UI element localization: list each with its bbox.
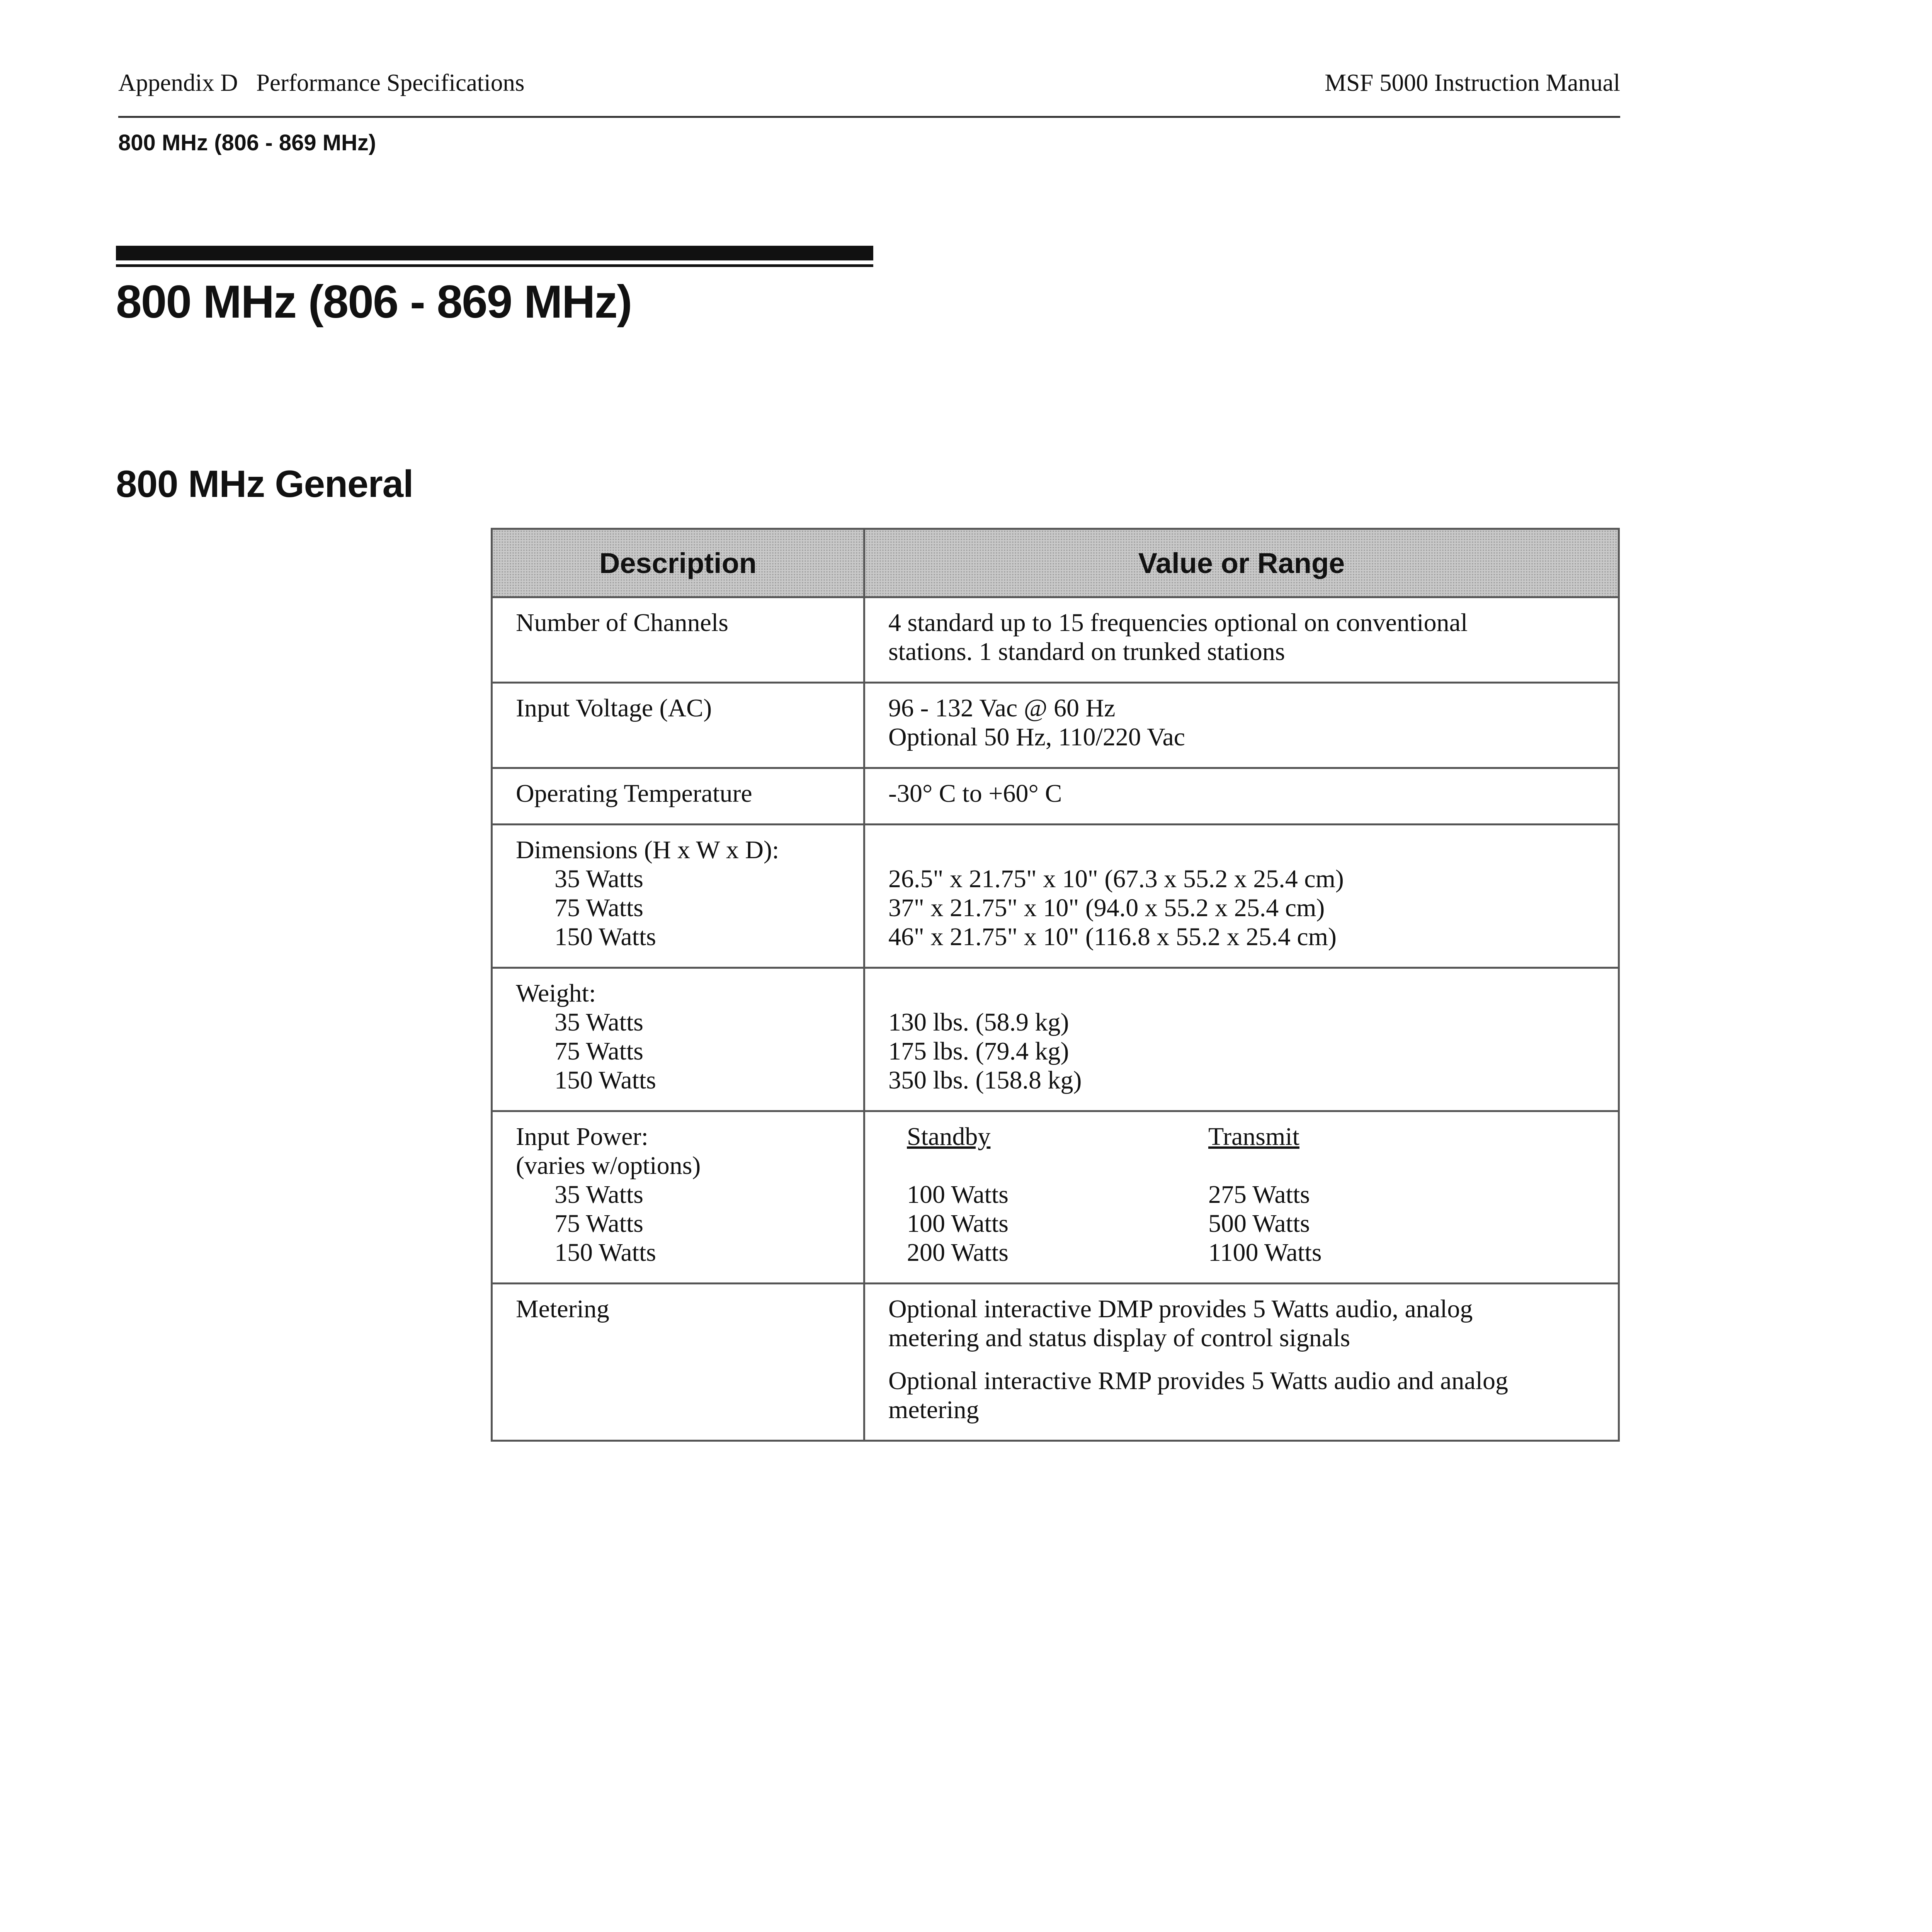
column-header-description: Description [492,529,864,597]
input-power-grid [888,1122,1595,1267]
standby-header: Standby [907,1122,991,1151]
desc-item: 35 Watts [554,1008,643,1036]
standby-value: 100 Watts [907,1180,1009,1209]
row-description [492,1284,864,1441]
desc-line: Metering [516,1295,609,1323]
value-line: 26.5" x 21.75" x 10" (67.3 x 55.2 x 25.4 cm) [888,865,1344,893]
table-row [492,1284,1619,1441]
transmit-header: Transmit [1208,1122,1299,1151]
desc-item: 35 Watts [554,1180,643,1209]
desc-item: 150 Watts [554,1238,656,1267]
desc-line: Operating Temperature [516,779,752,808]
spec-table [491,528,1620,1442]
desc-line: Input Voltage (AC) [516,694,712,722]
table-row [492,768,1619,825]
page-title: 800 MHz (806 - 869 MHz) [116,276,632,328]
row-description [492,768,864,825]
row-value [864,597,1619,683]
row-value [864,1111,1619,1284]
value-line: metering [888,1396,979,1424]
value-line: 175 lbs. (79.4 kg) [888,1037,1069,1065]
value-line: 4 standard up to 15 frequencies optional on conventional [888,609,1468,637]
row-description [492,1111,864,1284]
desc-item: 35 Watts [554,865,643,893]
row-description [492,597,864,683]
row-description [492,683,864,768]
row-value [864,968,1619,1111]
row-value [864,1284,1619,1441]
value-line: 350 lbs. (158.8 kg) [888,1066,1082,1094]
row-description [492,825,864,968]
desc-item: 150 Watts [554,1066,656,1094]
desc-line: Number of Channels [516,609,728,637]
value-line: -30° C to +60° C [888,779,1062,808]
value-line: Optional interactive RMP provides 5 Watts audio and analog [888,1367,1509,1395]
desc-line: (varies w/options) [516,1151,701,1180]
metering-paragraph [888,1294,1595,1352]
transmit-value: 1100 Watts [1208,1238,1322,1267]
value-line: Optional 50 Hz, 110/220 Vac [888,723,1185,751]
desc-item: 75 Watts [554,894,643,922]
desc-line: Weight: [516,979,596,1007]
value-line: Optional interactive DMP provides 5 Watts audio, analog [888,1295,1473,1323]
row-value [864,683,1619,768]
row-value [864,768,1619,825]
column-header-value: Value or Range [864,529,1619,597]
value-line: stations. 1 standard on trunked stations [888,638,1285,666]
row-description [492,968,864,1111]
desc-line: Dimensions (H x W x D): [516,836,779,864]
value-line: 130 lbs. (58.9 kg) [888,1008,1069,1036]
table-row [492,968,1619,1111]
desc-item: 150 Watts [554,923,656,951]
desc-item: 75 Watts [554,1037,643,1065]
row-value [864,825,1619,968]
table-row [492,597,1619,683]
value-line: 37" x 21.75" x 10" (94.0 x 55.2 x 25.4 cm) [888,894,1325,922]
header-rule [118,116,1620,118]
title-bar-thin [116,264,873,267]
desc-line: Input Power: [516,1122,648,1151]
value-line: metering and status display of control signals [888,1324,1350,1352]
metering-paragraph [888,1366,1595,1424]
table-row [492,825,1619,968]
table-row [492,683,1619,768]
running-header-left: Appendix D Performance Specifications [118,69,525,96]
desc-item: 75 Watts [554,1209,643,1238]
transmit-value: 500 Watts [1208,1209,1310,1238]
running-subheading: 800 MHz (806 - 869 MHz) [118,130,376,155]
value-line: 96 - 132 Vac @ 60 Hz [888,694,1116,722]
standby-value: 100 Watts [907,1209,1009,1238]
value-line: 46" x 21.75" x 10" (116.8 x 55.2 x 25.4 cm) [888,923,1337,951]
standby-value: 200 Watts [907,1238,1009,1267]
table-header-row [492,529,1619,597]
running-header-right: MSF 5000 Instruction Manual [1325,69,1620,96]
section-title: 800 MHz General [116,463,413,505]
title-bar-thick [116,246,873,260]
transmit-value: 275 Watts [1208,1180,1310,1209]
table-row [492,1111,1619,1284]
